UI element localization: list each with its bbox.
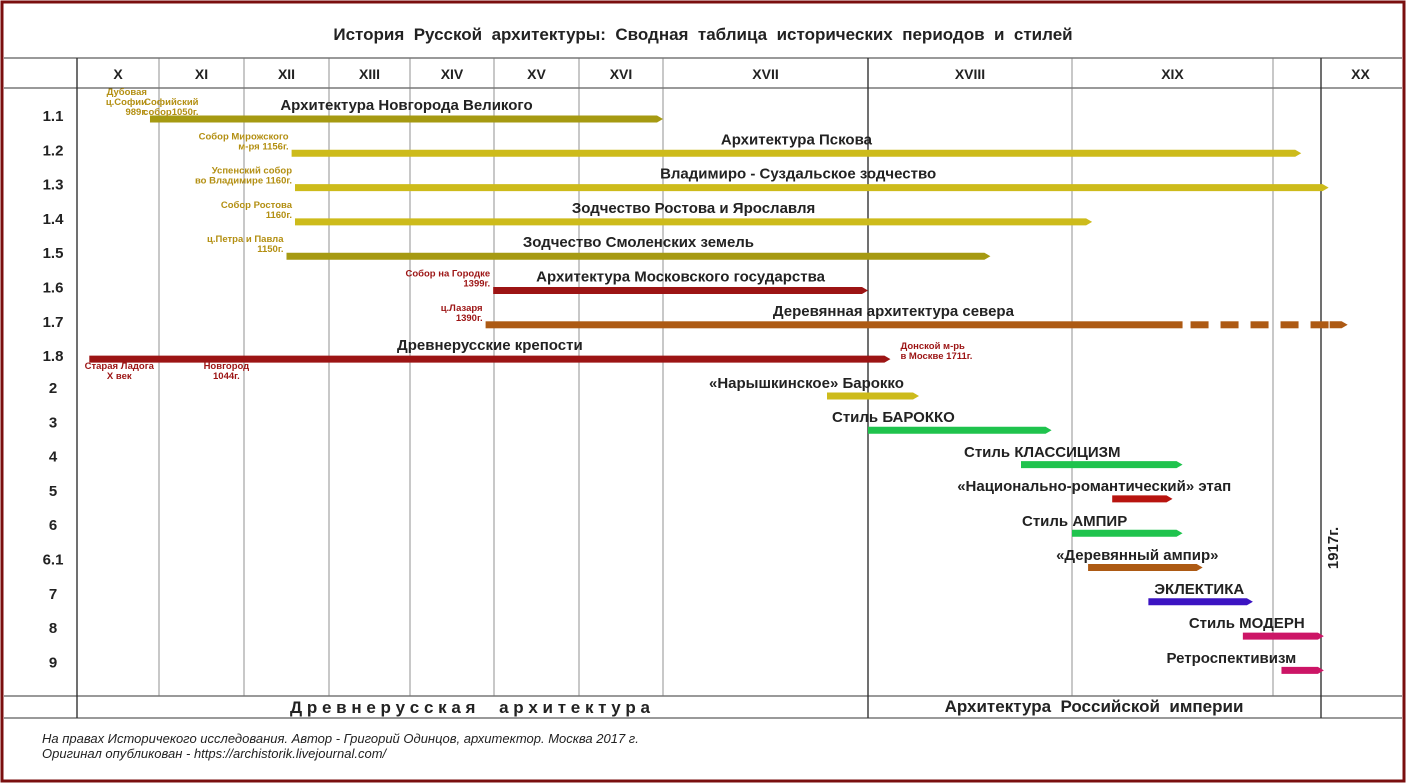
- row-code: 1.8: [42, 348, 64, 366]
- row-note-line: в Москве 1711г.: [900, 351, 973, 363]
- timeline-label: Зодчество Ростова и Ярославля: [571, 199, 816, 217]
- timeline-label: Архитектура Пскова: [720, 131, 872, 149]
- timeline-label: «Нарышкинское» Барокко: [709, 375, 904, 392]
- timeline-bar-dash: [1221, 321, 1239, 328]
- timeline-bar: [1243, 633, 1324, 640]
- row-note-line: Собор на Городке: [405, 268, 491, 280]
- century-label: XII: [277, 66, 296, 82]
- timeline-bar: [295, 218, 1092, 225]
- timeline-label: ЭКЛЕКТИКА: [1154, 581, 1245, 598]
- timeline-bar: [295, 184, 1329, 191]
- timeline-bar: [1112, 495, 1172, 502]
- footer-empire-label: Архитектура Российской империи: [944, 697, 1244, 716]
- row-note-line: ц.Лазаря: [440, 302, 483, 314]
- timeline-bar: [486, 321, 1183, 328]
- century-label: XIII: [358, 66, 381, 82]
- row-note: [143, 97, 199, 118]
- row-note-line: Успенский собор: [211, 165, 292, 177]
- row-code: 3: [48, 414, 58, 432]
- timeline-label: Владимиро - Суздальское зодчество: [660, 165, 937, 183]
- row-note: [900, 341, 972, 362]
- row-note-line: 1044г.: [213, 371, 240, 383]
- timeline-bar: [1088, 564, 1203, 571]
- century-label: XIX: [1161, 66, 1184, 82]
- row-note-line: Донской м-рь: [900, 341, 965, 353]
- row-code: 6: [48, 517, 58, 535]
- timeline-bar: [1021, 461, 1183, 468]
- timeline-label: Стиль БАРОККО: [832, 409, 955, 426]
- row-code: 1.5: [42, 245, 64, 263]
- row-note-line: Собор Ростова: [220, 199, 292, 211]
- timeline-label: Древнерусские крепости: [397, 337, 583, 355]
- century-label: XI: [194, 66, 209, 82]
- row-note-line: Софийский: [144, 97, 199, 108]
- timeline-bar: [493, 287, 868, 294]
- row-code: 1.3: [42, 176, 64, 194]
- timeline-bar: [1072, 530, 1183, 537]
- row-note-line: ц.Петра и Павла: [207, 234, 284, 246]
- row-note-line: м-ря 1156г.: [238, 141, 289, 153]
- chart-title: История Русской архитектуры: Сводная таблица исторических периодов и стилей: [333, 25, 1073, 44]
- century-label: XIV: [440, 66, 464, 82]
- timeline-bar-dash: [1191, 321, 1209, 328]
- row-note-line: Собор Мирожского: [198, 131, 289, 143]
- row-note-line: во Владимире 1160г.: [194, 175, 292, 187]
- row-code: 1.7: [42, 313, 64, 331]
- timeline-label: «Деревянный ампир»: [1056, 547, 1219, 564]
- timeline-label: Стиль АМПИР: [1022, 513, 1128, 530]
- timeline-label: Деревянная архитектура севера: [772, 302, 1014, 320]
- timeline-label: Архитектура Новгорода Великого: [280, 97, 533, 114]
- row-note-line: ц.Софии: [105, 97, 147, 108]
- timeline-bar: [150, 116, 663, 123]
- row-note-line: 1390г.: [455, 312, 483, 324]
- timeline-bar-dash: [1311, 321, 1329, 328]
- row-code: 1.6: [42, 279, 64, 297]
- century-label: XVI: [609, 66, 633, 82]
- timeline-bar: [1148, 598, 1253, 605]
- timeline-label: Зодчество Смоленских земель: [522, 234, 755, 252]
- credits-line-1: На правах Историчекого исследования. Автор - Григорий Одинцов, архитектор. Москва 2017 г.: [42, 731, 639, 746]
- footer-ancient-label: Д р е в н е р у с с к а я а р х и т е к т у р а: [290, 698, 650, 717]
- timeline-bar: [868, 427, 1052, 434]
- row-note-line: X век: [106, 371, 132, 383]
- row-note-line: 1150г.: [257, 244, 284, 256]
- row-note-line: 989г.: [125, 107, 147, 118]
- row-note-line: Старая Ладога: [84, 361, 154, 373]
- row-code: 1.4: [42, 210, 64, 228]
- row-note-line: собор1050г.: [143, 107, 199, 118]
- timeline-label: Стиль КЛАССИЦИЗМ: [964, 444, 1121, 461]
- century-label: XX: [1351, 66, 1370, 82]
- row-code: 7: [48, 585, 58, 603]
- timeline-bar: [827, 393, 919, 400]
- timeline-bar: [292, 150, 1302, 157]
- century-label: XV: [527, 66, 546, 82]
- row-code: 2: [48, 380, 58, 397]
- year-1917-note: 1917г.: [1325, 526, 1342, 570]
- timeline-bar-dash: [1251, 321, 1269, 328]
- timeline-bar-dash: [1281, 321, 1299, 328]
- row-code: 9: [48, 654, 58, 672]
- row-code: 4: [48, 448, 58, 466]
- century-label: XVIII: [954, 66, 986, 82]
- century-label: XVII: [752, 66, 779, 82]
- row-note-line: Дубовая: [106, 87, 147, 98]
- timeline-label: Архитектура Московского государства: [536, 268, 825, 286]
- row-note-line: 1160г.: [265, 209, 292, 221]
- timeline-bar: [287, 253, 991, 260]
- row-code: 1.2: [42, 142, 64, 160]
- timeline-label: Ретроспективизм: [1166, 650, 1297, 667]
- timeline-bar: [1281, 667, 1323, 674]
- row-note-line: Новгород: [203, 361, 250, 373]
- row-code: 1.1: [42, 108, 64, 125]
- row-code: 5: [48, 482, 58, 500]
- timeline-label: «Национально-романтический» этап: [957, 478, 1232, 495]
- row-code: 6.1: [42, 551, 64, 569]
- credits-line-2: Оригинал опубликован - https://archistorik.livejournal.com/: [42, 746, 387, 761]
- timeline-label: Стиль МОДЕРН: [1188, 615, 1305, 632]
- row-note-line: 1399г.: [463, 278, 491, 290]
- century-label: X: [113, 66, 123, 82]
- row-code: 8: [48, 620, 58, 638]
